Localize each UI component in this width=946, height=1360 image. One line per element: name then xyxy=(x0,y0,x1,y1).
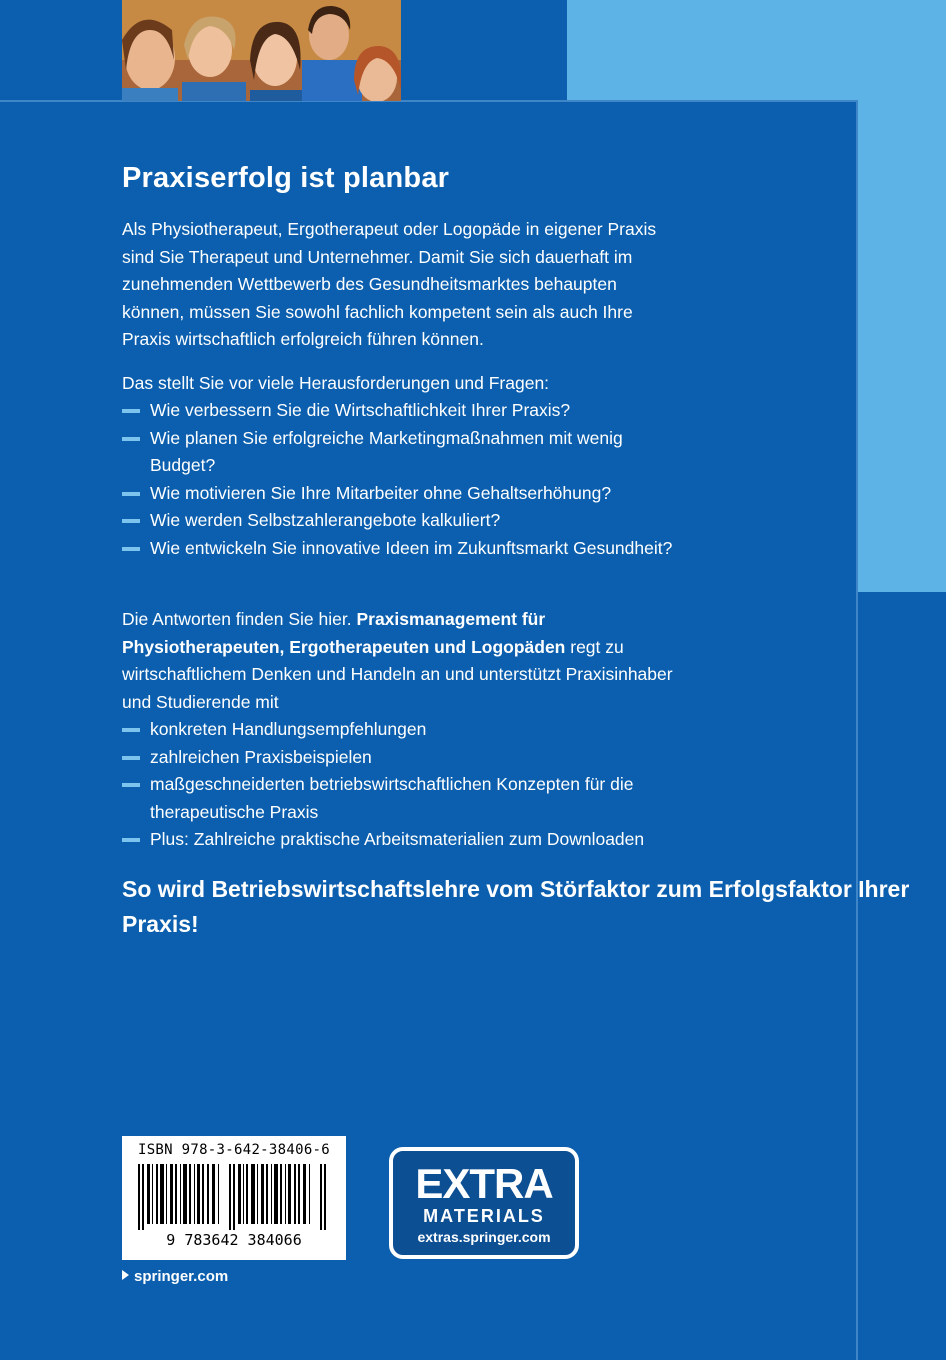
list-item: zahlreichen Praxisbeispielen xyxy=(122,744,682,772)
people-photo xyxy=(122,0,401,101)
arrow-right-icon xyxy=(122,1270,129,1280)
list-item: Wie planen Sie erfolgreiche Marketingmaßnahmen mit wenig Budget? xyxy=(122,425,682,480)
answers-lead: Die Antworten finden Sie hier. xyxy=(122,609,352,629)
book-title: Praxismanagement für Physiotherapeuten, Ergotherapeuten und Logopäden xyxy=(122,609,566,657)
page-title: Praxiserfolg ist planbar xyxy=(122,162,450,194)
extra-label: EXTRA xyxy=(415,1160,553,1207)
list-item: Wie verbessern Sie die Wirtschaftlichkeit Ihrer Praxis? xyxy=(122,397,682,425)
questions-intro: Das stellt Sie vor viele Herausforderungen und Fragen: xyxy=(122,373,550,393)
dash-bullet-icon xyxy=(122,409,140,413)
dash-bullet-icon xyxy=(122,783,140,787)
list-item: Wie entwickeln Sie innovative Ideen im Zukunftsmarkt Gesundheit? xyxy=(122,535,682,563)
list-item: konkreten Handlungsempfehlungen xyxy=(122,716,682,744)
ean-digits: 9 783642 384066 xyxy=(166,1231,302,1249)
dash-bullet-icon xyxy=(122,547,140,551)
springer-link[interactable]: springer.com xyxy=(122,1268,228,1285)
light-blue-top-block xyxy=(567,0,946,101)
slogan: So wird Betriebswirtschaftslehre vom Störfaktor zum Erfolgsfaktor Ihrer Praxis! xyxy=(122,876,910,937)
answers-rest: regt zu wirtschaftlichem Denken und Handeln an und unterstützt Praxisinhaber und Studierende mit xyxy=(122,636,673,712)
materials-label: MATERIALS xyxy=(423,1206,545,1226)
isbn-number: ISBN 978-3-642-38406-6 xyxy=(137,1142,331,1158)
dash-bullet-icon xyxy=(122,492,140,496)
intro-paragraph: Als Physiotherapeut, Ergotherapeut oder Logopäde in eigener Praxis sind Sie Therapeut und Unternehmer. Damit Sie sich dauerhaft im zunehmenden Wettbewerb des Gesundheitsmarktes behaupten können, müssen Sie sowohl fachlich kompetent sein als auch Ihre Praxis wirtschaftlich erfolgreich führen können. xyxy=(122,219,657,349)
dash-bullet-icon xyxy=(122,728,140,732)
dash-bullet-icon xyxy=(122,838,140,842)
list-item: Wie werden Selbstzahlerangebote kalkuliert? xyxy=(122,507,682,535)
dash-bullet-icon xyxy=(122,756,140,760)
list-item: maßgeschneiderten betriebswirtschaftlichen Konzepten für die therapeutische Praxis xyxy=(122,771,682,826)
isbn-barcode xyxy=(122,1136,346,1260)
dash-bullet-icon xyxy=(122,437,140,441)
questions-list xyxy=(122,397,682,562)
extras-url-link[interactable]: extras.springer.com xyxy=(417,1229,551,1245)
list-item: Plus: Zahlreiche praktische Arbeitsmaterialien zum Downloaden xyxy=(122,826,682,854)
light-blue-side-block xyxy=(857,101,946,592)
list-item: Wie motivieren Sie Ihre Mitarbeiter ohne Gehaltserhöhung? xyxy=(122,480,682,508)
answers-paragraph xyxy=(122,606,682,716)
dash-bullet-icon xyxy=(122,519,140,523)
side-divider-line xyxy=(856,100,858,1360)
barcode-bars-icon xyxy=(132,1164,336,1230)
features-list xyxy=(122,716,682,854)
extra-materials-badge[interactable] xyxy=(389,1147,579,1259)
